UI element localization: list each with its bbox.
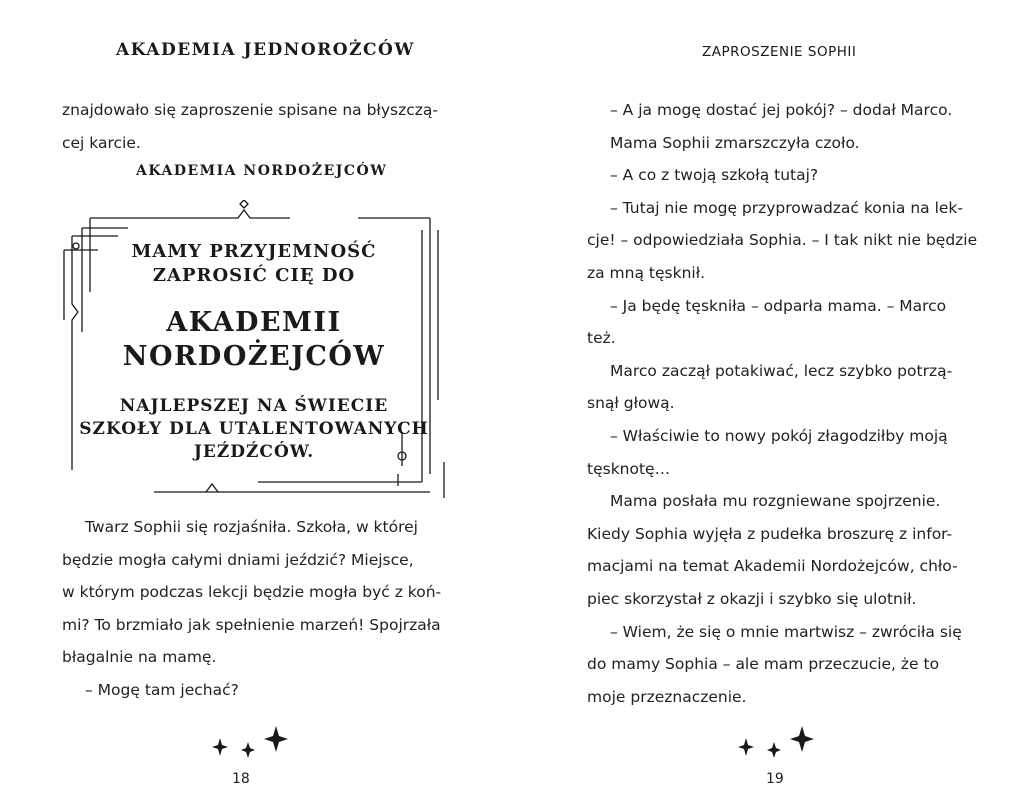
page-number-left: 18 bbox=[232, 771, 250, 787]
text-line: tęsknotę… bbox=[587, 459, 671, 478]
text-line: – Właściwie to nowy pokój złagodziłby moją bbox=[610, 426, 948, 445]
three-stars-icon bbox=[212, 726, 292, 764]
invitation-card bbox=[58, 200, 450, 500]
text-line: – A ja mogę dostać jej pokój? – dodał Marco. bbox=[610, 101, 953, 119]
invitation-line-7: JEŹDŹCÓW. bbox=[193, 442, 315, 462]
invitation-line-2: ZAPROSIĆ CIĘ DO bbox=[152, 265, 356, 286]
text-line: też. bbox=[587, 329, 616, 348]
invitation-line-4: NORDOŻEJCÓW bbox=[122, 341, 386, 372]
text-line: – Mogę tam jechać? bbox=[85, 680, 239, 699]
text-line: moje przeznaczenie. bbox=[587, 687, 747, 706]
right-page bbox=[512, 0, 1024, 807]
text-line: Mama posłała mu rozgniewane spojrzenie. bbox=[610, 492, 941, 511]
text-line: – Wiem, że się o mnie martwisz – zwróciła się bbox=[610, 622, 962, 641]
text-line: znajdowało się zaproszenie spisane na błyszczą- bbox=[62, 101, 438, 119]
text-line: Mama Sophii zmarszczyła czoło. bbox=[610, 133, 860, 152]
page-number-right: 19 bbox=[766, 771, 784, 787]
left-bottom-text bbox=[62, 511, 440, 707]
text-line: do mamy Sophia – ale mam przeczucie, że to bbox=[587, 655, 940, 674]
running-head-right: ZAPROSZENIE SOPHII bbox=[702, 44, 857, 60]
text-line: Kiedy Sophia wyjęła z pudełka broszurę z infor- bbox=[587, 524, 953, 543]
text-line: – Tutaj nie mogę przyprowadzać konia na lek- bbox=[610, 198, 963, 217]
invitation-line-1: MAMY PRZYJEMNOŚĆ bbox=[131, 241, 377, 262]
invitation-line-6: SZKOŁY DLA UTALENTOWANYCH bbox=[79, 419, 429, 439]
text-line: Marco zaczął potakiwać, lecz szybko potrzą- bbox=[610, 361, 953, 380]
text-line: cej karcie. bbox=[62, 133, 141, 152]
text-line: w którym podczas lekcji będzie mogła być z koń- bbox=[62, 583, 442, 602]
left-page bbox=[0, 0, 500, 807]
text-line: snął głową. bbox=[587, 394, 675, 413]
text-line: – Ja będę tęskniła – odparła mama. – Marco bbox=[610, 296, 947, 315]
text-line: za mną tęsknił. bbox=[587, 263, 706, 282]
right-body-text bbox=[587, 94, 978, 713]
left-top-text bbox=[62, 94, 440, 159]
invitation-line-3: AKADEMII bbox=[166, 307, 342, 338]
invitation-line-5: NAJLEPSZEJ NA ŚWIECIE bbox=[119, 396, 389, 416]
text-line: będzie mogła całymi dniami jeździć? Miejsce, bbox=[62, 550, 414, 569]
text-line: mi? To brzmiało jak spełnienie marzeń! Spojrzała bbox=[62, 615, 441, 634]
academy-heading: AKADEMIA NORDOŻEJCÓW bbox=[136, 163, 388, 179]
running-head-left: AKADEMIA JEDNOROŻCÓW bbox=[116, 40, 415, 60]
text-line: błagalnie na mamę. bbox=[62, 648, 217, 667]
text-line: cje! – odpowiedziała Sophia. – I tak nikt nie będzie bbox=[587, 231, 978, 250]
text-line: piec skorzystał z okazji i szybko się ulotnił. bbox=[587, 589, 917, 608]
text-line: – A co z twoją szkołą tutaj? bbox=[610, 166, 819, 185]
three-stars-icon bbox=[738, 726, 818, 764]
text-line: macjami na temat Akademii Nordożejców, chło- bbox=[587, 557, 958, 576]
text-line: Twarz Sophii się rozjaśniła. Szkoła, w której bbox=[85, 518, 418, 536]
